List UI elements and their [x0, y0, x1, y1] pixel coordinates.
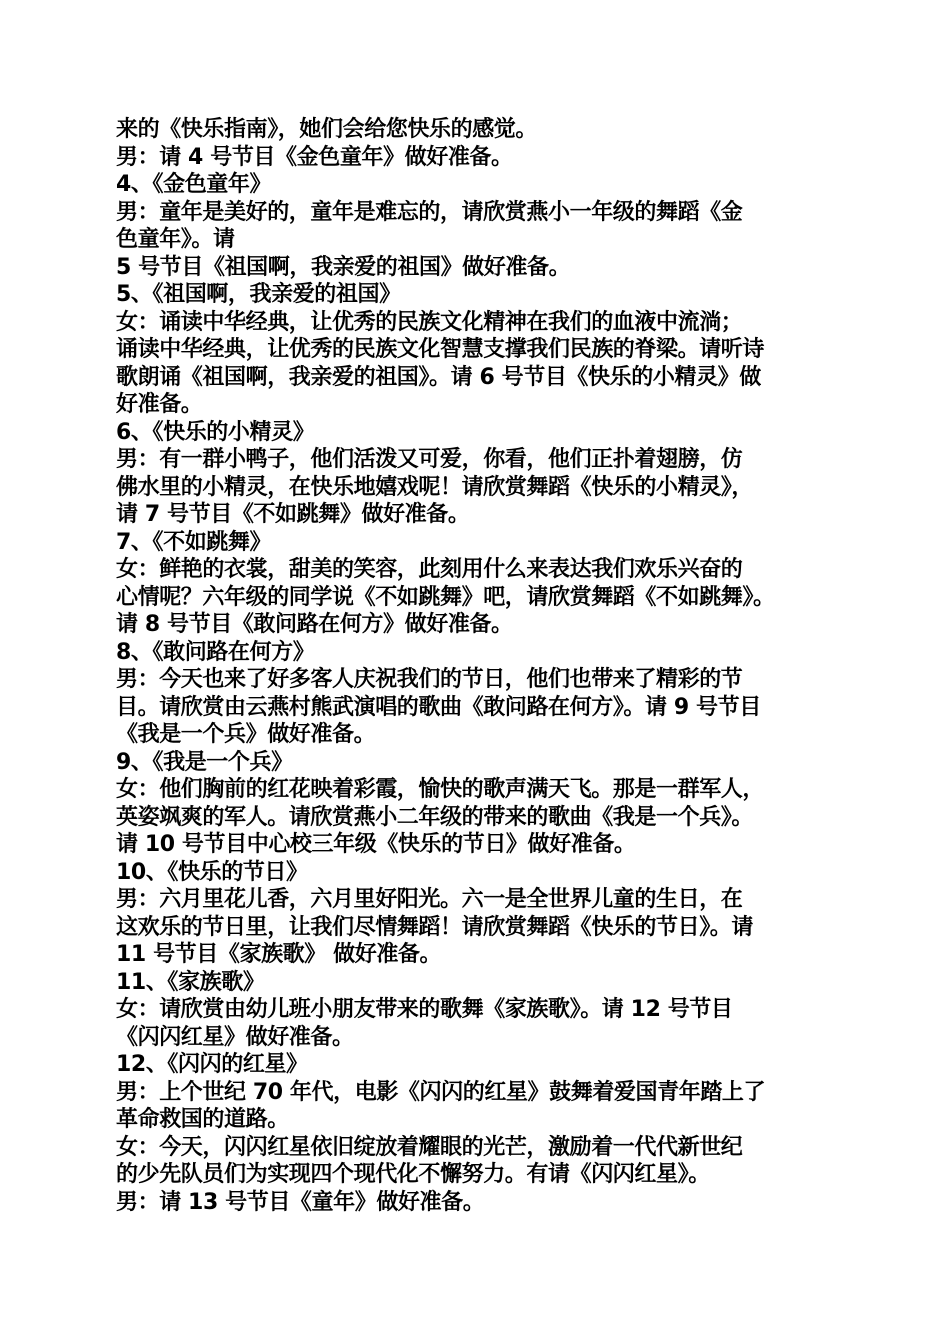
text-line: 《我是一个兵》做好准备。 [116, 722, 376, 747]
text-line: 请 10 号节目中心校三年级《快乐的节日》做好准备。 [116, 832, 636, 857]
text-line: 心情呢？六年级的同学说《不如跳舞》吧，请欣赏舞蹈《不如跳舞》。 [116, 584, 775, 610]
text-line: 女：诵读中华经典，让优秀的民族文化精神在我们的血液中流淌； [116, 309, 743, 335]
text-line: 英姿飒爽的军人。请欣赏燕小二年级的带来的歌曲《我是一个兵》。 [116, 804, 754, 830]
text-line: 来的《快乐指南》，她们会给您快乐的感觉。 [116, 117, 538, 142]
text-line: 男：今天也来了好多客人庆祝我们的节日，他们也带来了精彩的节 [116, 667, 743, 692]
text-line: 男：六月里花儿香，六月里好阳光。六一是全世界儿童的生日，在 [116, 887, 743, 912]
text-line: 男：有一群小鸭子，他们活泼又可爱，你看，他们正扑着翅膀，仿 [116, 447, 743, 472]
text-line: 9、《我是一个兵》 [116, 749, 293, 775]
text-line: 好准备。 [116, 392, 203, 417]
text-line: 这欢乐的节日里，让我们尽情舞蹈！请欣赏舞蹈《快乐的节日》。请 [116, 914, 754, 940]
text-line: 目。请欣赏由云燕村熊武演唱的歌曲《敢问路在何方》。请 9 号节目 [116, 694, 761, 720]
text-line: 诵读中华经典，让优秀的民族文化智慧支撑我们民族的脊梁。请听诗 [116, 337, 765, 362]
document-page [116, 116, 856, 1216]
text-line: 佛水里的小精灵，在快乐地嬉戏呢！请欣赏舞蹈《快乐的小精灵》， [116, 474, 754, 500]
text-line: 男：童年是美好的，童年是难忘的，请欣赏燕小一年级的舞蹈《金 [116, 199, 743, 225]
text-line: 5 号节目《祖国啊，我亲爱的祖国》做好准备。 [116, 254, 571, 280]
text-line: 男：上个世纪 70 年代，电影《闪闪的红星》鼓舞着爱国青年踏上了 [116, 1079, 766, 1105]
text-line: 10、《快乐的节日》 [116, 859, 308, 885]
text-line: 4、《金色童年》 [116, 172, 272, 197]
text-line: 男：请 13 号节目《童年》做好准备。 [116, 1189, 485, 1215]
text-line: 11、《家族歌》 [116, 969, 265, 995]
text-line: 《闪闪红星》做好准备。 [116, 1024, 354, 1050]
text-line: 女：今天，闪闪红星依旧绽放着耀眼的光芒，激励着一代代新世纪 [116, 1134, 743, 1160]
text-line: 女：他们胸前的红花映着彩霞，愉快的歌声满天飞。那是一群军人， [116, 777, 765, 802]
text-line: 8、《敢问路在何方》 [116, 639, 315, 665]
text-line: 色童年》。请 [116, 227, 235, 252]
text-line: 6、《快乐的小精灵》 [116, 419, 315, 445]
text-line: 请 7 号节目《不如跳舞》做好准备。 [116, 502, 470, 527]
text-line: 11 号节目《家族歌》 做好准备。 [116, 942, 442, 967]
text-line: 请 8 号节目《敢问路在何方》做好准备。 [116, 612, 513, 637]
text-line: 12、《闪闪的红星》 [116, 1052, 308, 1077]
text-line: 7、《不如跳舞》 [116, 529, 272, 555]
text-line: 5、《祖国啊，我亲爱的祖国》 [116, 282, 401, 307]
text-line: 歌朗诵《祖国啊，我亲爱的祖国》。请 6 号节目《快乐的小精灵》做 [116, 364, 761, 390]
text-line: 女：鲜艳的衣裳，甜美的笑容，此刻用什么来表达我们欢乐兴奋的 [116, 557, 743, 582]
text-line: 女：请欣赏由幼儿班小朋友带来的歌舞《家族歌》。请 12 号节目 [116, 997, 733, 1022]
text-line: 革命救国的道路。 [116, 1107, 289, 1132]
text-line: 的少先队员们为实现四个现代化不懈努力。有请《闪闪红星》。 [116, 1162, 710, 1187]
text-line: 男：请 4 号节目《金色童年》做好准备。 [116, 144, 513, 170]
